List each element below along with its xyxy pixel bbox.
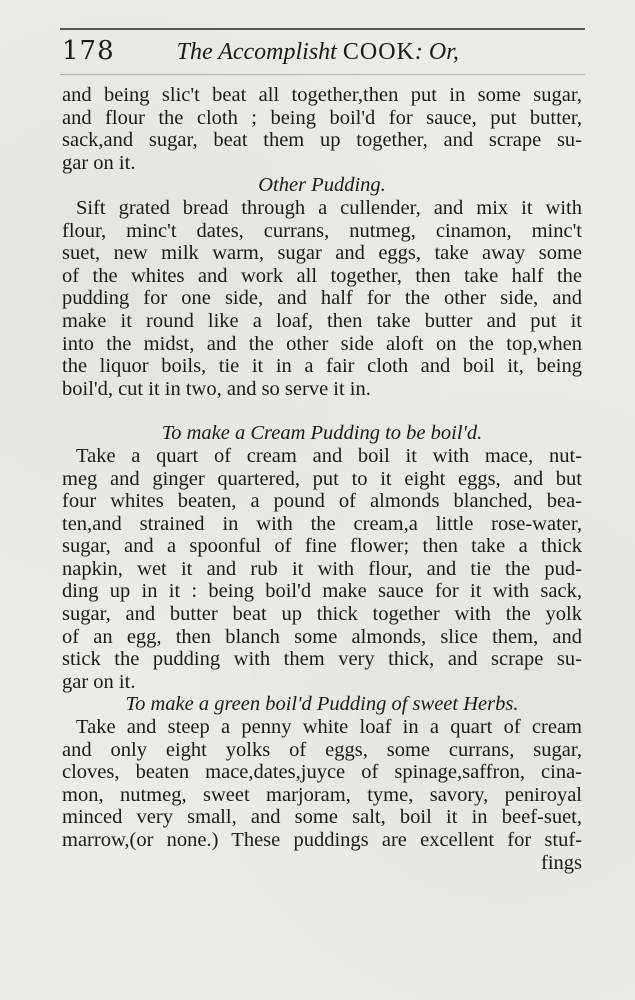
text-line: minced very small, and some salt, boil it in beef-suet, (62, 806, 582, 829)
text-line: gar on it. (62, 151, 136, 174)
running-title-tail: : Or, (414, 39, 459, 65)
text-line: gar on it. (62, 670, 136, 693)
text-line: marrow,(or none.) These puddings are excellent for stuf- (62, 829, 582, 851)
text-line: napkin, wet it and rub it with flour, and tie the pud- (62, 557, 582, 580)
text-line: flour, minc't dates, currans, nutmeg, cinamon, minc't (62, 219, 582, 242)
text-line: into the midst, and the other side aloft on the top,when (62, 332, 582, 355)
text-line: of the whites and work all together, then take half the (62, 264, 582, 287)
page-body (62, 84, 582, 874)
text-line: and being slic't beat all together,then put in some sugar, (62, 84, 582, 106)
text-line: sugar, and butter beat up thick together with the yolk (62, 603, 582, 626)
header-rule (60, 28, 585, 30)
header-underline (60, 74, 585, 75)
recipe-heading: To make a Cream Pudding to be boil'd. (161, 422, 483, 445)
text-line: ten,and strained in with the cream,a little rose-water, (62, 512, 582, 535)
running-title-italic: The Accomplisht (176, 39, 337, 65)
recipe-heading: Other Pudding. (258, 174, 386, 197)
text-line: of an egg, then blanch some almonds, slice them, and (62, 625, 582, 648)
running-title-caps: COOK (342, 39, 415, 65)
catchword: fings (541, 851, 582, 874)
text-line: pudding for one side, and half for the other side, and (62, 287, 582, 310)
page-number: 178 (62, 36, 115, 66)
text-line: sack,and sugar, beat them up together, and scrape su- (62, 129, 582, 152)
text-line: four whites beaten, a pound of almonds blanched, bea- (62, 490, 582, 513)
text-line: ding up in it : being boil'd make sauce for it with sack, (62, 580, 582, 603)
recipe-heading: To make a green boil'd Pudding of sweet Herbs. (125, 693, 519, 716)
recipe-cream-pudding (62, 422, 582, 693)
text-line: Sift grated bread through a cullender, and mix it with (76, 196, 582, 219)
recipe-other-pudding (62, 174, 582, 400)
text-line: stick the pudding with them very thick, and scrape su- (62, 648, 582, 671)
recipe-green-pudding (62, 693, 582, 874)
text-line: boil'd, cut it in two, and so serve it in. (62, 377, 371, 400)
running-title (177, 39, 459, 66)
section-gap (62, 400, 582, 422)
text-line: and flour the cloth ; being boil'd for sauce, put butter, (62, 106, 582, 129)
text-line: the liquor boils, tie it in a fair cloth and boil it, being (62, 355, 582, 378)
recipe-continuation (62, 84, 582, 174)
text-line: cloves, beaten mace,dates,juyce of spinage,saffron, cina- (62, 761, 582, 784)
text-line: sugar, and a spoonful of fine flower; then take a thick (62, 535, 582, 558)
text-line: and only eight yolks of eggs, some currans, sugar, (62, 738, 582, 761)
text-line: meg and ginger quartered, put to it eight eggs, and but (62, 467, 582, 490)
text-line: Take and steep a penny white loaf in a quart of cream (76, 716, 582, 739)
running-header (62, 36, 582, 70)
text-line: make it round like a loaf, then take butter and put it (62, 309, 582, 332)
text-line: mon, nutmeg, sweet marjoram, tyme, savory, peniroyal (62, 783, 582, 806)
text-line: suet, new milk warm, sugar and eggs, take away some (62, 242, 582, 265)
text-line: Take a quart of cream and boil it with mace, nut- (76, 444, 582, 467)
